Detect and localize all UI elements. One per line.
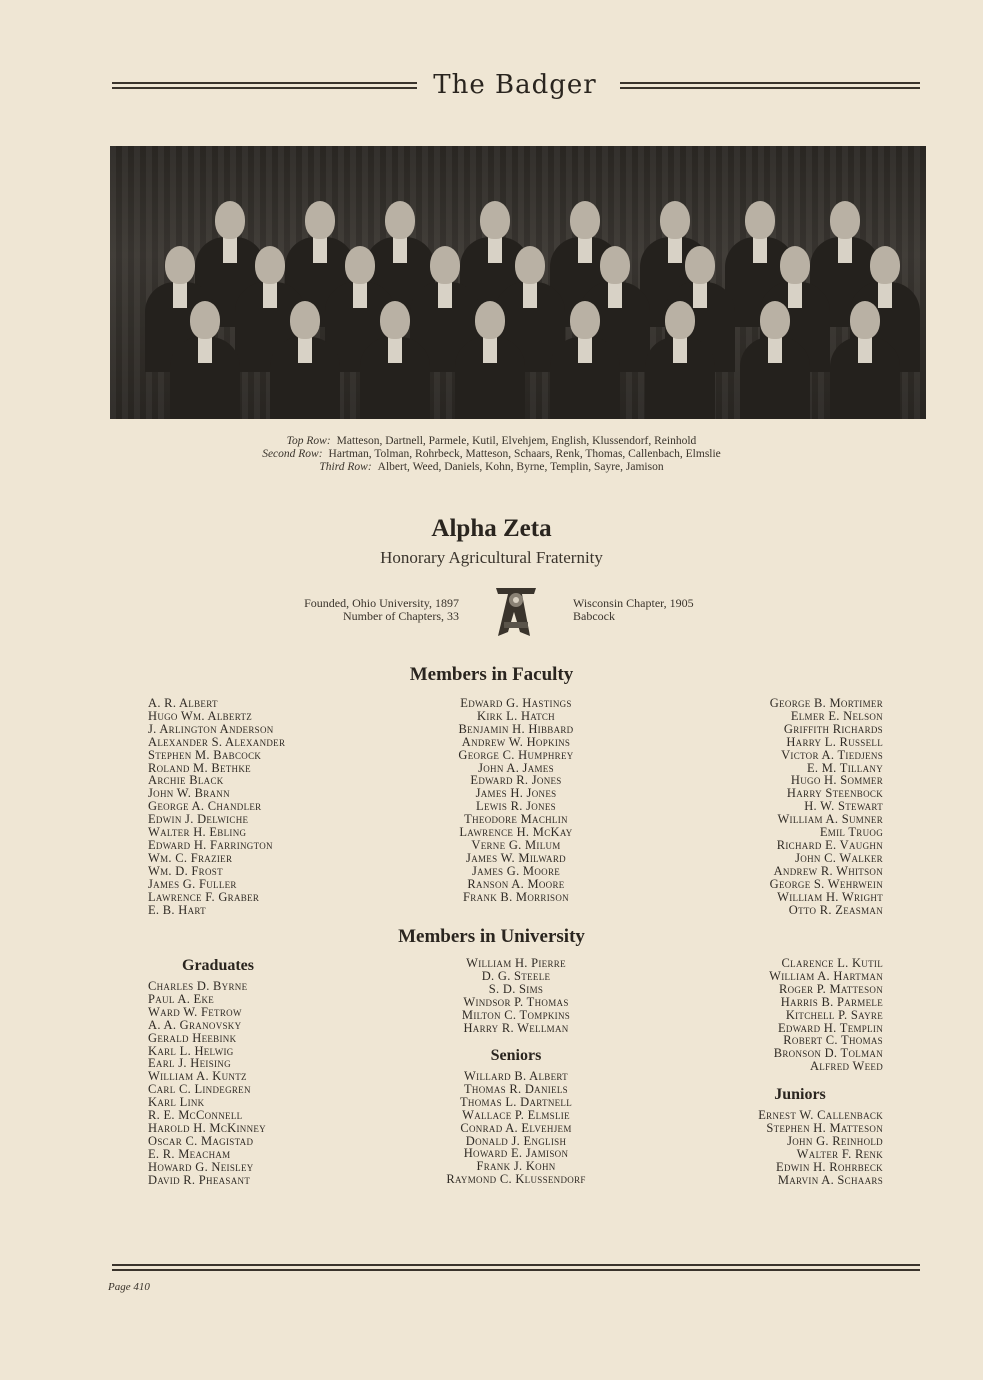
university-heading: Members in University [398, 926, 585, 947]
member-name: A. R. Albert [148, 696, 218, 710]
member-name: Harry Steenbock [786, 786, 883, 801]
member-name: William H. Pierre [466, 956, 566, 970]
member-name: E. B. Hart [148, 902, 206, 917]
caption-third-row [0, 461, 983, 473]
juniors-list [660, 1109, 883, 1186]
member-name: Edward H. Farrington [148, 837, 273, 852]
member-name: Walter H. Ebling [148, 825, 247, 840]
member-name: Ranson A. Moore [467, 876, 565, 891]
member-name: Harry L. Russell [786, 734, 883, 749]
fraternity-crest-icon [490, 582, 542, 640]
member-name: Edward G. Hastings [460, 696, 572, 710]
member-name: William A. Kuntz [148, 1069, 247, 1084]
member-name: James G. Fuller [148, 876, 237, 891]
member-name: J. Arlington Anderson [148, 721, 274, 736]
member-name: Clarence L. Kutil [781, 956, 883, 970]
seniors-list [405, 1070, 627, 1186]
member-name: Earl J. Heising [148, 1056, 231, 1071]
member-name: Andrew R. Whitson [773, 863, 883, 878]
caption-row-label: Top Row: [286, 435, 331, 447]
member-name: Lawrence H. McKay [459, 825, 573, 840]
member-name: Howard G. Neisley [148, 1159, 254, 1174]
member-name: Otto R. Zeasman [788, 902, 883, 917]
founded-text: Founded, Ohio University, 1897 [304, 596, 459, 610]
fraternity-name: Alpha Zeta [431, 515, 552, 542]
member-name: Archie Black [148, 773, 224, 788]
caption-top-row [0, 435, 983, 447]
chapter-location: Babcock [573, 609, 615, 623]
juniors-heading: Juniors [774, 1086, 826, 1103]
member-name: George S. Wehrwein [769, 876, 883, 891]
member-name: Marvin A. Schaars [777, 1172, 883, 1187]
member-name: William A. Hartman [769, 968, 883, 983]
member-name: Alexander S. Alexander [148, 734, 286, 749]
member-name: Elmer E. Nelson [790, 708, 883, 723]
caption-row-label: Second Row: [262, 448, 323, 460]
member-name: Lewis R. Jones [476, 799, 556, 814]
graduates-list [148, 980, 266, 1187]
header-rule-right [620, 80, 920, 92]
member-name: Walter F. Renk [796, 1146, 883, 1161]
member-name: Wm. D. Frost [148, 863, 223, 878]
member-name: Roger P. Matteson [779, 981, 883, 996]
faculty-column-1 [148, 697, 285, 916]
graduates-heading: Graduates [182, 957, 254, 974]
member-name: H. W. Stewart [804, 799, 883, 814]
member-name: Oscar C. Magistad [148, 1133, 254, 1148]
faculty-column-3 [660, 697, 883, 916]
member-name: Hugo Wm. Albertz [148, 708, 253, 723]
member-name: Stephen M. Babcock [148, 747, 262, 762]
member-name: Wm. C. Frazier [148, 850, 233, 865]
member-name: Edward R. Jones [470, 773, 562, 788]
caption-second-row [0, 448, 983, 460]
member-name: Gerald Heebink [148, 1030, 237, 1045]
member-name: Donald J. English [465, 1133, 567, 1148]
member-name: Edward H. Templin [777, 1020, 883, 1035]
member-name: Theodore Machlin [464, 812, 568, 827]
member-name: Bronson D. Tolman [773, 1046, 883, 1061]
member-name: Carl C. Lindegren [148, 1082, 251, 1097]
caption-row-names: Matteson, Dartnell, Parmele, Kutil, Elvehjem, English, Klussendorf, Reinhold [336, 435, 697, 447]
member-name: Harold H. McKinney [148, 1120, 266, 1135]
seniors-heading: Seniors [490, 1047, 542, 1064]
member-name: James H. Jones [475, 786, 557, 801]
member-name: Lawrence F. Graber [148, 889, 260, 904]
member-name: Kitchell P. Sayre [785, 1007, 883, 1022]
member-name: John A. James [478, 760, 554, 775]
member-name: Edwin H. Rohrbeck [776, 1159, 883, 1174]
member-name: David R. Pheasant [148, 1172, 251, 1187]
member-name: Thomas L. Dartnell [459, 1094, 573, 1109]
member-name: William H. Wright [777, 889, 883, 904]
running-header-title: The Badger [433, 70, 597, 100]
member-name: James W. Milward [466, 850, 566, 865]
member-name: A. A. Granovsky [148, 1017, 242, 1032]
member-name: Kirk L. Hatch [477, 708, 555, 723]
graduates-list-continued [405, 957, 627, 1034]
member-name: Frank B. Morrison [463, 889, 569, 904]
member-name: George C. Humphrey [458, 747, 574, 762]
member-name: Harris B. Parmele [780, 994, 883, 1009]
member-name: Wallace P. Elmslie [462, 1107, 570, 1122]
member-name: Conrad A. Elvehjem [460, 1120, 572, 1135]
member-name: Howard E. Jamison [463, 1146, 569, 1161]
member-name: Windsor P. Thomas [463, 994, 569, 1009]
caption-row-names: Albert, Weed, Daniels, Kohn, Byrne, Templin, Sayre, Jamison [377, 461, 664, 473]
member-name: William A. Sumner [777, 812, 883, 827]
member-name: Andrew W. Hopkins [461, 734, 571, 749]
member-name: Verne G. Milum [471, 837, 561, 852]
group-photograph [110, 146, 926, 419]
fraternity-subtitle: Honorary Agricultural Fraternity [380, 548, 603, 567]
member-name: John G. Reinhold [787, 1133, 883, 1148]
seniors-list-continued [660, 957, 883, 1073]
footer-rule [112, 1262, 920, 1274]
member-name: Victor A. Tiedjens [781, 747, 883, 762]
caption-row-names: Hartman, Tolman, Rohrbeck, Matteson, Schaars, Renk, Thomas, Callenbach, Elmslie [328, 448, 721, 460]
chapter-info [573, 597, 694, 623]
page-number: Page 410 [108, 1281, 150, 1293]
faculty-heading: Members in Faculty [409, 664, 574, 685]
member-name: E. R. Meacham [148, 1146, 231, 1161]
member-name: John C. Walker [795, 850, 883, 865]
member-name: Hugo H. Sommer [790, 773, 883, 788]
member-name: George A. Chandler [148, 799, 262, 814]
member-name: Thomas R. Daniels [464, 1081, 568, 1096]
member-name: D. G. Steele [481, 968, 551, 983]
member-name: Willard B. Albert [464, 1069, 568, 1083]
member-name: Roland M. Bethke [148, 760, 251, 775]
member-name: Ernest W. Callenback [758, 1108, 883, 1122]
member-name: Richard E. Vaughn [776, 837, 883, 852]
member-name: Harry R. Wellman [463, 1020, 569, 1035]
member-name: Alfred Weed [809, 1059, 883, 1074]
member-name: Milton C. Tompkins [461, 1007, 571, 1022]
member-name: R. E. McConnell [148, 1108, 243, 1123]
member-name: Karl Link [148, 1095, 205, 1110]
member-name: Charles D. Byrne [148, 979, 248, 993]
chapters-count: Number of Chapters, 33 [343, 609, 459, 623]
header-rule-left [112, 80, 417, 92]
member-name: Edwin J. Delwiche [148, 812, 249, 827]
member-name: Ward W. Fetrow [148, 1004, 242, 1019]
member-name: Benjamin H. Hibbard [458, 721, 574, 736]
caption-row-label: Third Row: [319, 461, 372, 473]
faculty-column-2 [405, 697, 627, 904]
member-name: Emil Truog [819, 825, 883, 840]
member-name: Karl L. Helwig [148, 1043, 234, 1058]
founding-info [304, 597, 459, 623]
member-name: John W. Brann [148, 786, 230, 801]
member-name: E. M. Tillany [806, 760, 883, 775]
member-name: Griffith Richards [783, 721, 883, 736]
member-name: Robert C. Thomas [783, 1033, 883, 1048]
member-name: S. D. Sims [488, 981, 544, 996]
member-name: Stephen H. Matteson [766, 1120, 883, 1135]
member-name: Raymond C. Klussendorf [446, 1172, 586, 1187]
chapter-name: Wisconsin Chapter, 1905 [573, 596, 694, 610]
member-name: Paul A. Eke [148, 991, 215, 1006]
member-name: Frank J. Kohn [476, 1159, 556, 1174]
member-name: James G. Moore [471, 863, 561, 878]
member-name: George B. Mortimer [769, 696, 883, 710]
